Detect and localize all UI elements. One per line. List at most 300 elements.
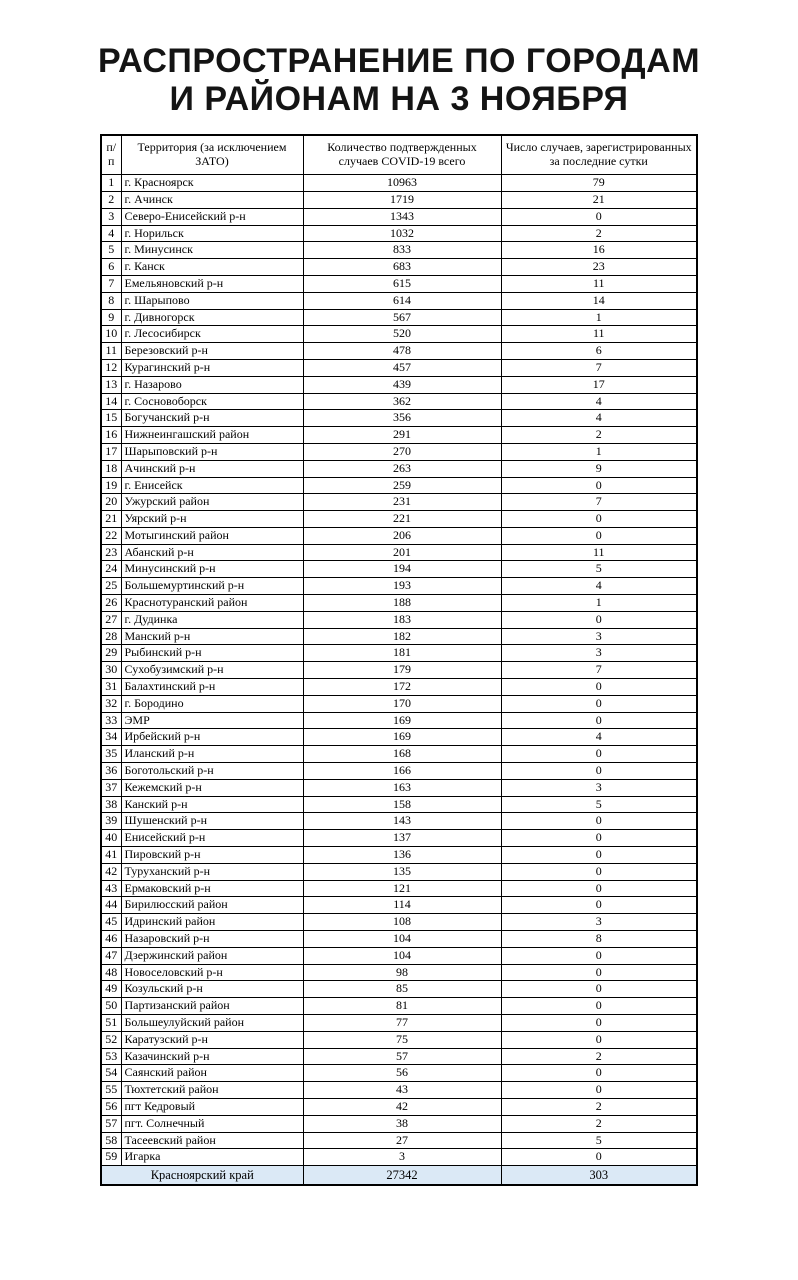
table-row [101,527,697,544]
confirmed-total-value: 137 [303,830,501,847]
last-day-value: 1 [501,595,697,612]
row-number: 15 [101,410,121,427]
confirmed-total-value: 356 [303,410,501,427]
row-number: 35 [101,746,121,763]
table-row [101,175,697,192]
territory-name: г. Дудинка [121,611,303,628]
confirmed-total-value: 27 [303,1132,501,1149]
table-row [101,830,697,847]
row-number: 5 [101,242,121,259]
table-row [101,914,697,931]
last-day-value: 2 [501,1098,697,1115]
territory-name: г. Шарыпово [121,292,303,309]
table-body [101,175,697,1166]
table-row [101,259,697,276]
table-row [101,1149,697,1166]
table-row [101,359,697,376]
confirmed-total-value: 169 [303,712,501,729]
last-day-value: 0 [501,679,697,696]
territory-name: Нижнеингашский район [121,427,303,444]
last-day-value: 0 [501,695,697,712]
row-number: 9 [101,309,121,326]
last-day-value: 9 [501,460,697,477]
last-day-value: 2 [501,225,697,242]
last-day-value: 0 [501,712,697,729]
last-day-value: 14 [501,292,697,309]
table-row [101,242,697,259]
territory-name: Енисейский р-н [121,830,303,847]
table-row [101,981,697,998]
row-number: 38 [101,796,121,813]
table-row [101,275,697,292]
territory-name: Березовский р-н [121,343,303,360]
row-number: 12 [101,359,121,376]
confirmed-total-value: 194 [303,561,501,578]
table-row [101,947,697,964]
row-number: 32 [101,695,121,712]
last-day-value: 0 [501,763,697,780]
territory-name: Козульский р-н [121,981,303,998]
last-day-value: 7 [501,494,697,511]
territory-name: г. Лесосибирск [121,326,303,343]
confirmed-total-value: 478 [303,343,501,360]
confirmed-total-value: 183 [303,611,501,628]
table-row [101,443,697,460]
table-row [101,494,697,511]
total-label: Красноярский край [101,1166,303,1186]
territory-name: г. Назарово [121,376,303,393]
confirmed-total-value: 1032 [303,225,501,242]
territory-name: пгт. Солнечный [121,1115,303,1132]
last-day-value: 0 [501,880,697,897]
row-number: 48 [101,964,121,981]
confirmed-total-value: 259 [303,477,501,494]
page-title-line1: РАСПРОСТРАНЕНИЕ ПО ГОРОДАМ [97,42,701,80]
table-header [101,135,697,175]
last-day-value: 0 [501,208,697,225]
row-number: 22 [101,527,121,544]
table-row [101,712,697,729]
territory-name: Курагинский р-н [121,359,303,376]
row-number: 54 [101,1065,121,1082]
page-title-line2: И РАЙОНАМ НА 3 НОЯБРЯ [169,80,629,119]
confirmed-total-value: 10963 [303,175,501,192]
last-day-value: 0 [501,964,697,981]
row-number: 17 [101,443,121,460]
row-number: 16 [101,427,121,444]
confirmed-total-value: 362 [303,393,501,410]
territory-name: Каратузский р-н [121,1031,303,1048]
table-row [101,746,697,763]
table-row [101,225,697,242]
last-day-value: 0 [501,527,697,544]
territory-name: Тасеевский район [121,1132,303,1149]
row-number: 53 [101,1048,121,1065]
row-number: 18 [101,460,121,477]
last-day-value: 0 [501,998,697,1015]
last-day-value: 3 [501,914,697,931]
confirmed-total-value: 168 [303,746,501,763]
territory-name: Ачинский р-н [121,460,303,477]
row-number: 7 [101,275,121,292]
last-day-value: 3 [501,628,697,645]
confirmed-total-value: 615 [303,275,501,292]
last-day-value: 5 [501,1132,697,1149]
territory-name: Шушенский р-н [121,813,303,830]
confirmed-total-value: 38 [303,1115,501,1132]
last-day-value: 3 [501,779,697,796]
last-day-value: 1 [501,443,697,460]
territory-name: г. Красноярск [121,175,303,192]
total-confirmed: 27342 [303,1166,501,1186]
table-row [101,309,697,326]
row-number: 55 [101,1082,121,1099]
confirmed-total-value: 114 [303,897,501,914]
confirmed-total-value: 833 [303,242,501,259]
last-day-value: 23 [501,259,697,276]
confirmed-total-value: 121 [303,880,501,897]
confirmed-total-value: 1719 [303,191,501,208]
confirmed-total-value: 683 [303,259,501,276]
last-day-value: 0 [501,981,697,998]
last-day-value: 0 [501,863,697,880]
confirmed-total-value: 56 [303,1065,501,1082]
table-row [101,477,697,494]
confirmed-total-value: 98 [303,964,501,981]
row-number: 30 [101,662,121,679]
row-number: 44 [101,897,121,914]
last-day-value: 0 [501,511,697,528]
row-number: 2 [101,191,121,208]
territory-name: г. Дивногорск [121,309,303,326]
row-number: 36 [101,763,121,780]
table-row [101,863,697,880]
row-number: 51 [101,1015,121,1032]
row-number: 20 [101,494,121,511]
row-number: 39 [101,813,121,830]
page-title [0,0,798,118]
table-row [101,1015,697,1032]
table-row [101,964,697,981]
confirmed-total-value: 158 [303,796,501,813]
row-number: 58 [101,1132,121,1149]
territory-name: Иланский р-н [121,746,303,763]
row-number: 6 [101,259,121,276]
table-row [101,1082,697,1099]
table-row [101,662,697,679]
table-row [101,393,697,410]
confirmed-total-value: 135 [303,863,501,880]
territory-name: Дзержинский район [121,947,303,964]
table-row [101,695,697,712]
header-territory: Территория (за исключением ЗАТО) [121,135,303,175]
territory-name: Сухобузимский р-н [121,662,303,679]
confirmed-total-value: 231 [303,494,501,511]
table-row [101,897,697,914]
last-day-value: 0 [501,847,697,864]
territory-name: Кежемский р-н [121,779,303,796]
confirmed-total-value: 170 [303,695,501,712]
table-row [101,208,697,225]
table-row [101,847,697,864]
confirmed-total-value: 457 [303,359,501,376]
territory-name: г. Енисейск [121,477,303,494]
confirmed-total-value: 169 [303,729,501,746]
row-number: 11 [101,343,121,360]
last-day-value: 0 [501,947,697,964]
table-row [101,191,697,208]
table-row [101,763,697,780]
table-row [101,813,697,830]
table-row [101,511,697,528]
confirmed-total-value: 85 [303,981,501,998]
confirmed-total-value: 291 [303,427,501,444]
row-number: 28 [101,628,121,645]
territory-name: Туруханский р-н [121,863,303,880]
row-number: 43 [101,880,121,897]
last-day-value: 0 [501,477,697,494]
row-number: 27 [101,611,121,628]
table-row [101,544,697,561]
territory-name: Уярский р-н [121,511,303,528]
row-number: 33 [101,712,121,729]
territory-name: пгт Кедровый [121,1098,303,1115]
confirmed-total-value: 108 [303,914,501,931]
territory-name: г. Минусинск [121,242,303,259]
territory-name: г. Бородино [121,695,303,712]
territory-name: Балахтинский р-н [121,679,303,696]
table-row [101,931,697,948]
territory-name: Бирилюсский район [121,897,303,914]
confirmed-total-value: 221 [303,511,501,528]
row-number: 56 [101,1098,121,1115]
row-number: 40 [101,830,121,847]
last-day-value: 0 [501,1015,697,1032]
table-row [101,611,697,628]
territory-name: Ермаковский р-н [121,880,303,897]
territory-name: Тюхтетский район [121,1082,303,1099]
confirmed-total-value: 57 [303,1048,501,1065]
territory-name: г. Норильск [121,225,303,242]
confirmed-total-value: 43 [303,1082,501,1099]
row-number: 14 [101,393,121,410]
last-day-value: 2 [501,427,697,444]
table-row [101,561,697,578]
territory-name: Емельяновский р-н [121,275,303,292]
table-row [101,645,697,662]
territory-name: Большемуртинский р-н [121,578,303,595]
confirmed-total-value: 439 [303,376,501,393]
row-number: 42 [101,863,121,880]
row-number: 8 [101,292,121,309]
table-row [101,427,697,444]
territory-name: Идринский район [121,914,303,931]
confirmed-total-value: 81 [303,998,501,1015]
confirmed-total-value: 42 [303,1098,501,1115]
territory-name: Минусинский р-н [121,561,303,578]
last-day-value: 7 [501,359,697,376]
confirmed-total-value: 166 [303,763,501,780]
row-number: 59 [101,1149,121,1166]
territory-name: Манский р-н [121,628,303,645]
table-row [101,880,697,897]
last-day-value: 79 [501,175,697,192]
row-number: 52 [101,1031,121,1048]
last-day-value: 11 [501,544,697,561]
table-row [101,729,697,746]
territory-name: Новоселовский р-н [121,964,303,981]
territory-name: Краснотуранский район [121,595,303,612]
row-number: 1 [101,175,121,192]
confirmed-total-value: 188 [303,595,501,612]
header-confirmed-total: Количество подтвержденных случаев COVID-19 всего [303,135,501,175]
last-day-value: 0 [501,611,697,628]
confirmed-total-value: 75 [303,1031,501,1048]
table-row [101,292,697,309]
last-day-value: 1 [501,309,697,326]
confirmed-total-value: 163 [303,779,501,796]
territory-name: Игарка [121,1149,303,1166]
territory-name: Большеулуйский район [121,1015,303,1032]
territory-name: Шарыповский р-н [121,443,303,460]
last-day-value: 8 [501,931,697,948]
row-number: 13 [101,376,121,393]
confirmed-total-value: 193 [303,578,501,595]
last-day-value: 17 [501,376,697,393]
table-row [101,376,697,393]
row-number: 46 [101,931,121,948]
territory-name: г. Сосновоборск [121,393,303,410]
confirmed-total-value: 614 [303,292,501,309]
confirmed-total-value: 104 [303,931,501,948]
confirmed-total-value: 201 [303,544,501,561]
table-row [101,595,697,612]
row-number: 49 [101,981,121,998]
last-day-value: 5 [501,796,697,813]
last-day-value: 4 [501,393,697,410]
territory-name: Северо-Енисейский р-н [121,208,303,225]
row-number: 50 [101,998,121,1015]
last-day-value: 4 [501,578,697,595]
last-day-value: 21 [501,191,697,208]
last-day-value: 11 [501,275,697,292]
last-day-value: 0 [501,746,697,763]
header-last-day: Число случаев, зарегистрированных за последние сутки [501,135,697,175]
confirmed-total-value: 143 [303,813,501,830]
row-number: 24 [101,561,121,578]
confirmed-total-value: 104 [303,947,501,964]
row-number: 34 [101,729,121,746]
territory-name: г. Ачинск [121,191,303,208]
territory-name: Казачинский р-н [121,1048,303,1065]
total-row [101,1166,697,1186]
territory-name: Пировский р-н [121,847,303,864]
last-day-value: 2 [501,1115,697,1132]
territory-name: Мотыгинский район [121,527,303,544]
last-day-value: 11 [501,326,697,343]
total-last-day: 303 [501,1166,697,1186]
confirmed-total-value: 567 [303,309,501,326]
row-number: 25 [101,578,121,595]
confirmed-total-value: 136 [303,847,501,864]
last-day-value: 0 [501,813,697,830]
confirmed-total-value: 181 [303,645,501,662]
confirmed-total-value: 3 [303,1149,501,1166]
confirmed-total-value: 172 [303,679,501,696]
row-number: 23 [101,544,121,561]
territory-name: Богучанский р-н [121,410,303,427]
last-day-value: 0 [501,1149,697,1166]
last-day-value: 16 [501,242,697,259]
last-day-value: 4 [501,410,697,427]
last-day-value: 0 [501,1031,697,1048]
table-row [101,679,697,696]
table-row [101,998,697,1015]
row-number: 3 [101,208,121,225]
confirmed-total-value: 206 [303,527,501,544]
covid-cases-table [100,134,698,1186]
territory-name: ЭМР [121,712,303,729]
row-number: 41 [101,847,121,864]
last-day-value: 2 [501,1048,697,1065]
row-number: 31 [101,679,121,696]
row-number: 4 [101,225,121,242]
last-day-value: 4 [501,729,697,746]
confirmed-total-value: 77 [303,1015,501,1032]
territory-name: Назаровский р-н [121,931,303,948]
last-day-value: 6 [501,343,697,360]
territory-name: Канский р-н [121,796,303,813]
row-number: 37 [101,779,121,796]
last-day-value: 0 [501,830,697,847]
table-row [101,578,697,595]
table-row [101,1098,697,1115]
table-row [101,779,697,796]
row-number: 47 [101,947,121,964]
confirmed-total-value: 520 [303,326,501,343]
table-row [101,460,697,477]
last-day-value: 7 [501,662,697,679]
table-row [101,1132,697,1149]
territory-name: Боготольский р-н [121,763,303,780]
territory-name: Ирбейский р-н [121,729,303,746]
territory-name: Рыбинский р-н [121,645,303,662]
confirmed-total-value: 179 [303,662,501,679]
row-number: 21 [101,511,121,528]
last-day-value: 0 [501,1082,697,1099]
last-day-value: 3 [501,645,697,662]
row-number: 29 [101,645,121,662]
confirmed-total-value: 270 [303,443,501,460]
territory-name: г. Канск [121,259,303,276]
row-number: 26 [101,595,121,612]
row-number: 10 [101,326,121,343]
row-number: 57 [101,1115,121,1132]
territory-name: Саянский район [121,1065,303,1082]
last-day-value: 0 [501,897,697,914]
table-row [101,1048,697,1065]
table-row [101,1065,697,1082]
row-number: 19 [101,477,121,494]
table-row [101,410,697,427]
table-row [101,796,697,813]
table-row [101,1031,697,1048]
last-day-value: 5 [501,561,697,578]
confirmed-total-value: 263 [303,460,501,477]
row-number: 45 [101,914,121,931]
last-day-value: 0 [501,1065,697,1082]
confirmed-total-value: 1343 [303,208,501,225]
